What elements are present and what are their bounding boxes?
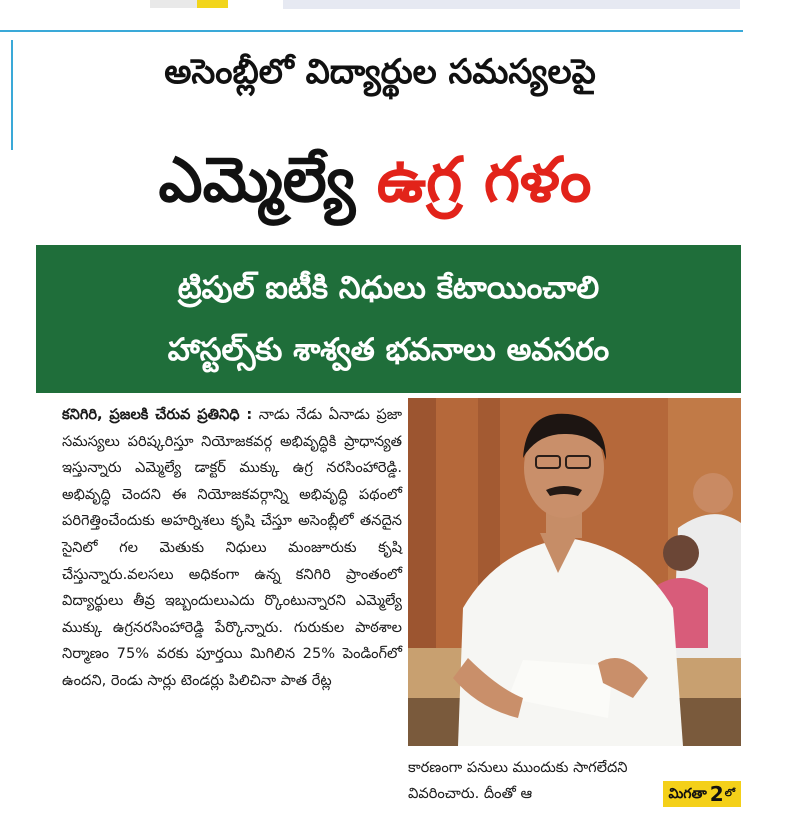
mla-photo (408, 398, 741, 746)
deck-line-1: ట్రిపుల్ ఐటీకి నిధులు కేటాయించాలి (177, 270, 600, 306)
continued-label: మిగతా (668, 786, 707, 802)
kicker-headline: అసెంబ్లీలో విద్యార్థుల సమస్యలపై (164, 52, 596, 92)
dateline: కనిగిరి, ప్రజలకి చేరువ ప్రతినిధి : (62, 406, 253, 423)
continued-page-number: 2 (709, 782, 724, 806)
deck-line-2: హాస్టల్స్‌కు శాశ్వత భవనాలు అవసరం (167, 332, 610, 368)
masthead-bar (283, 0, 740, 9)
caption-line-2-row (408, 781, 741, 807)
photo-caption (408, 755, 741, 807)
caption-line-2: వివరించారు. దీంతో ఆ (408, 785, 533, 802)
headline-part-red: ఉగ్ర గళం (376, 143, 592, 216)
main-headline (10, 130, 740, 230)
article-text: నాడు నేడు ఏనాడు ప్రజా సమస్యలు పరిష్కరిస్తూ నియోజకవర్గ అభివృద్ధికి ప్రాధాన్యత ఇస్తున్నారు ఎమ్మెల్యే డాక్టర్ ముక్కు ఉగ్ర నరసింహారెడ్డి. అభివృద్ధి చెందని ఈ నియోజకవర్గాన్ని అభివృద్ధి పథంలో పరిగెత్తించేందుకు అహర్నిశలు కృషి చేస్తూ అసెంబ్లీలో తనదైన సైనిలో గల మెతుకు నిధులు మంజూరుకు కృషి చేస్తున్నారు.వలసలు అధికంగా ఉన్న కనిగిరి ప్రాంతంలో విద్యార్థులు తీవ్ర ఇబ్బందులుఎదు ర్కొంటున్నారని ఎమ్మెల్యే ముక్కు ఉగ్రనరసింహారెడ్డి పేర్కొన్నారు. గురుకుల పాఠశాల నిర్మాణం 75% వరకు పూర్తయి మిగిలిన 25% పెండింగ్‌లో ఉందని, రెండు సార్లు టెండర్లు పిలిచినా పాత రేట్ల (62, 406, 403, 689)
article-body (62, 402, 402, 695)
caption-line-1: కారణంగా పనులు ముందుకు సాగలేదని (408, 759, 628, 776)
subheadline-deck (36, 245, 741, 393)
top-rule (0, 30, 743, 32)
top-strip (0, 0, 800, 22)
masthead-tag (150, 0, 228, 8)
continued-on-page-badge (663, 781, 742, 807)
continued-suffix: లో (724, 788, 735, 799)
article-paragraph (62, 402, 402, 695)
mla-speaking-image (408, 398, 741, 746)
headline-part-black: ఎమ్మెల్యే (158, 143, 356, 216)
